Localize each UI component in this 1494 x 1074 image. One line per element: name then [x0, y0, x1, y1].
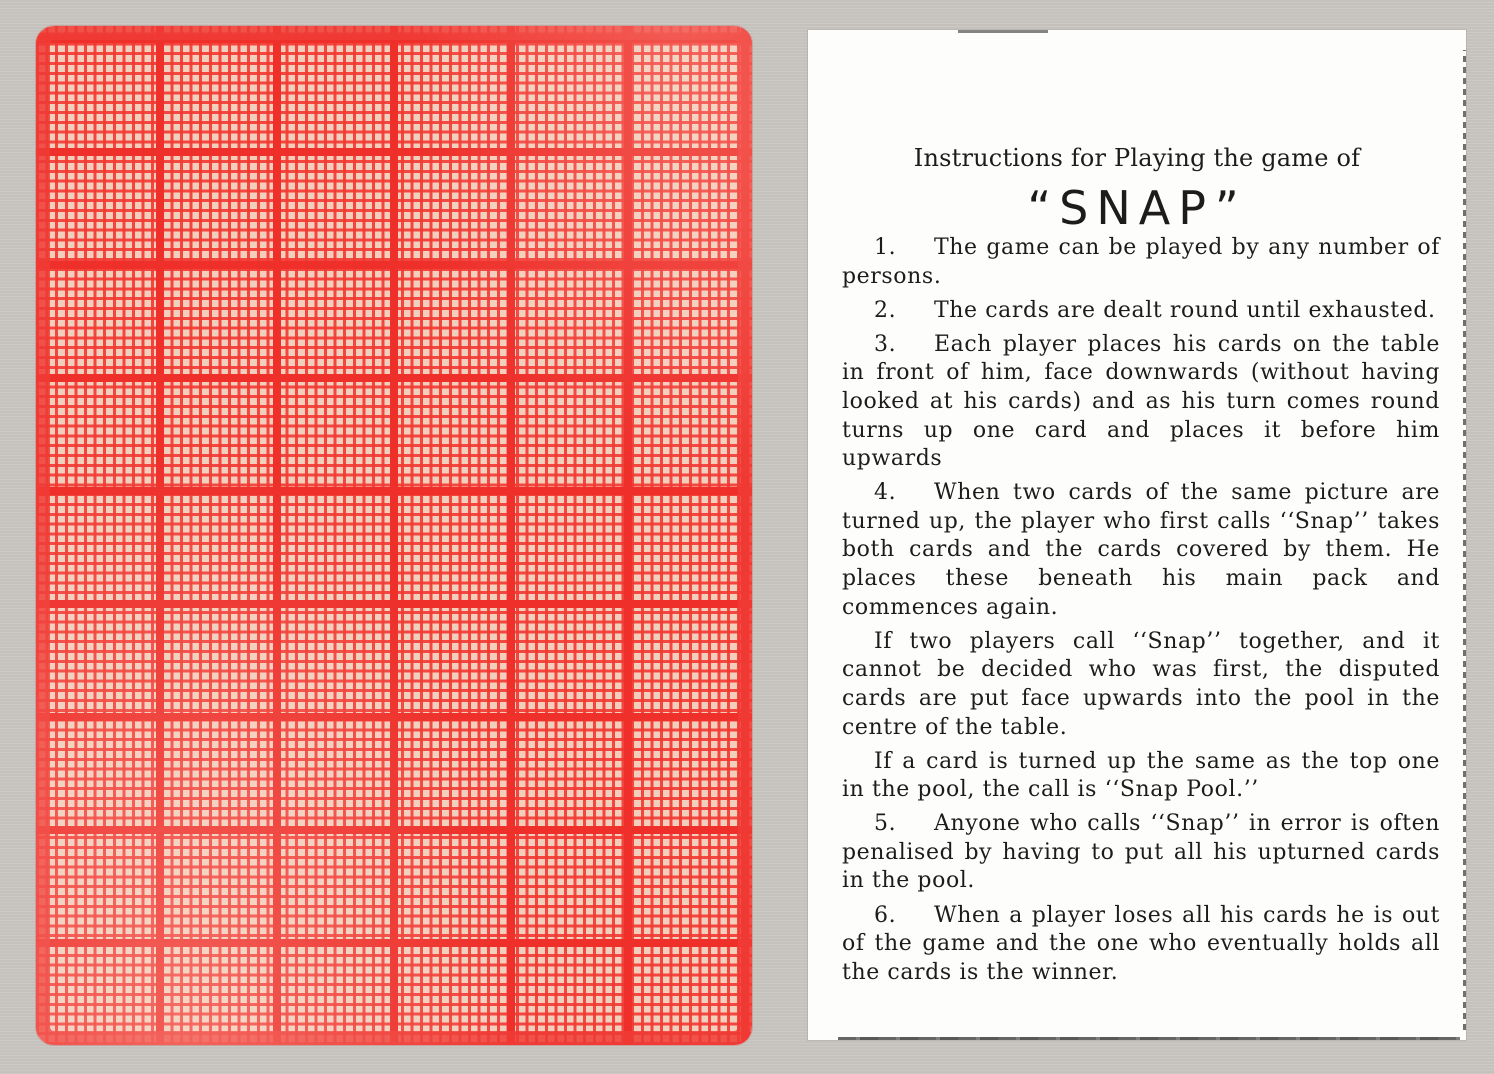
rule-item [842, 479, 1440, 622]
cut-edge-bottom [838, 1037, 1460, 1040]
rule-text: Anyone who calls ‘‘Snap’’ in error is often penalised by having to put all his upturned cards in the pool. [842, 811, 1440, 894]
instructions-heading: Instructions for Playing the game of [913, 144, 1361, 172]
rule-text: Each player places his cards on the table in front of him, face downwards (without having looked at his cards) and as his turn comes round turns up one card and places it before him upwards [842, 331, 1440, 472]
rule-text: If two players call ‘‘Snap’’ together, and it cannot be decided who was first, the disputed cards are put face upwards into the pool in the centre of the table. [842, 628, 1440, 740]
rule-number: 5. [874, 811, 897, 837]
rule-item [842, 902, 1440, 988]
rule-number: 3. [874, 331, 897, 357]
playing-card-back [36, 26, 752, 1045]
rule-item [842, 234, 1440, 291]
cut-mark-top [958, 30, 1048, 33]
game-title: “SNAP” [1027, 181, 1247, 235]
rule-text: If a card is turned up the same as the top one in the pool, the call is ‘‘Snap Pool.’’ [842, 748, 1440, 803]
rule-item [842, 331, 1440, 474]
rule-paragraph [842, 748, 1440, 805]
rule-number: 2. [874, 297, 897, 323]
rule-item [842, 297, 1440, 326]
rule-text: The cards are dealt round until exhausted. [934, 297, 1436, 323]
rule-number: 6. [874, 902, 897, 928]
rule-number: 1. [874, 235, 897, 260]
rule-item [842, 810, 1440, 896]
instructions-card [808, 30, 1466, 1040]
rule-paragraph [842, 628, 1440, 742]
rule-text: The game can be played by any number of persons. [842, 235, 1440, 289]
rule-number: 4. [874, 480, 897, 506]
rule-text: When two cards of the same picture are turned up, the player who first calls ‘‘Snap’’ takes both cards and the cards covered by them. He places these beneath his main pack and commences again. [842, 480, 1440, 620]
card-wear [36, 26, 752, 1045]
rules-list [842, 234, 1440, 993]
rule-text: When a player loses all his cards he is out of the game and the one who eventually holds all the cards is the winner. [842, 902, 1440, 985]
